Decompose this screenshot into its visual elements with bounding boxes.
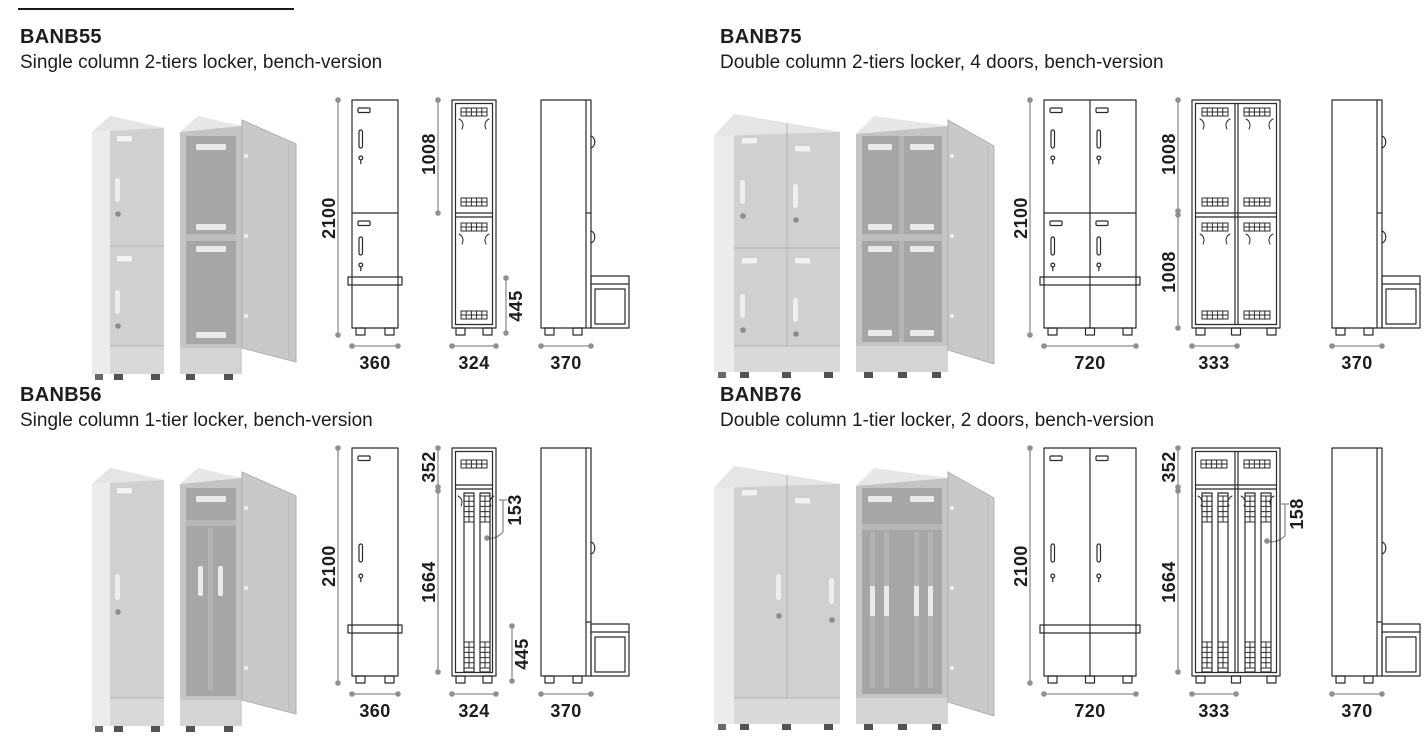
locker-outline [348, 448, 402, 683]
dim-width-label: 333 [1198, 353, 1230, 373]
dim-width-label: 720 [1074, 353, 1106, 373]
dim-hook-label: 153 [505, 494, 525, 526]
locker-outline [1192, 100, 1280, 335]
locker-outline [1040, 448, 1140, 683]
product-code: BANB55 [20, 26, 102, 48]
dimension-lines [1329, 343, 1385, 349]
dim-main-label: 1664 [419, 561, 439, 603]
dim-height-label: 2100 [1011, 197, 1031, 239]
product-section-banb56 [20, 380, 680, 739]
dim-width-label: 324 [458, 701, 490, 721]
dim-width-label: 360 [359, 701, 391, 721]
product-section-banb55 [20, 6, 680, 378]
dim-height-label: 2100 [1011, 545, 1031, 587]
dim-top-label: 352 [419, 451, 439, 483]
vents-and-hooks [1198, 460, 1274, 668]
dimension-lines [435, 445, 515, 697]
dim-main-label: 1664 [1159, 561, 1179, 603]
product-description: Double column 2-tiers locker, 4 doors, bench-version [720, 52, 1164, 73]
locker-outline [1332, 100, 1420, 335]
dimension-lines [538, 691, 594, 697]
product-description: Single column 2-tiers locker, bench-version [20, 52, 383, 73]
product-photo-render [62, 438, 317, 738]
dimension-lines [335, 97, 401, 349]
dim-tier-bottom-label: 1008 [1159, 251, 1179, 293]
product-section-banb76 [718, 380, 1426, 739]
dim-width-label: 333 [1198, 701, 1230, 721]
product-code: BANB76 [720, 384, 802, 406]
front-view-drawing [319, 436, 422, 726]
product-photo-render [698, 84, 998, 384]
dim-bench-label: 445 [512, 638, 532, 670]
open-view-drawing [1159, 88, 1308, 378]
section-rule [18, 8, 294, 10]
dim-hook-label: 158 [1287, 498, 1307, 530]
dim-height-label: 2100 [319, 197, 339, 239]
locker-outline [1192, 448, 1280, 683]
dim-tier-label: 1008 [419, 133, 439, 175]
dim-width-label: 324 [458, 353, 490, 373]
locker-outline [452, 100, 496, 335]
vents-and-hooks [458, 460, 494, 668]
dim-tier-top-label: 1008 [1159, 133, 1179, 175]
dim-depth-label: 370 [1341, 353, 1373, 373]
dim-depth-label: 370 [550, 353, 582, 373]
locker-outline [1040, 100, 1140, 335]
side-view-drawing [511, 88, 635, 378]
locker-outline [541, 100, 629, 335]
dim-depth-label: 370 [1341, 701, 1373, 721]
product-photo-render [62, 86, 317, 386]
dim-height-label: 2100 [319, 545, 339, 587]
product-code: BANB75 [720, 26, 802, 48]
front-view-drawing [1011, 88, 1160, 378]
dim-width-label: 360 [359, 353, 391, 373]
dimension-lines [1329, 691, 1385, 697]
locker-outline [541, 448, 629, 683]
side-view-drawing [511, 436, 635, 726]
product-description: Single column 1-tier locker, bench-version [20, 410, 373, 431]
dimension-lines [335, 445, 401, 697]
side-view-drawing [1302, 88, 1426, 378]
dim-bench-label: 445 [506, 290, 526, 322]
front-view-drawing [319, 88, 422, 378]
dim-depth-label: 370 [550, 701, 582, 721]
front-view-drawing [1011, 436, 1160, 726]
product-code: BANB56 [20, 384, 102, 406]
side-view-drawing [1302, 436, 1426, 726]
product-section-banb75 [718, 6, 1426, 378]
product-photo-render [698, 436, 998, 736]
locker-outline [1332, 448, 1420, 683]
dim-width-label: 720 [1074, 701, 1106, 721]
dimension-lines [538, 343, 594, 349]
product-description: Double column 1-tier locker, 2 doors, bench-version [720, 410, 1155, 431]
locker-outline [348, 100, 402, 335]
dim-top-label: 352 [1159, 451, 1179, 483]
